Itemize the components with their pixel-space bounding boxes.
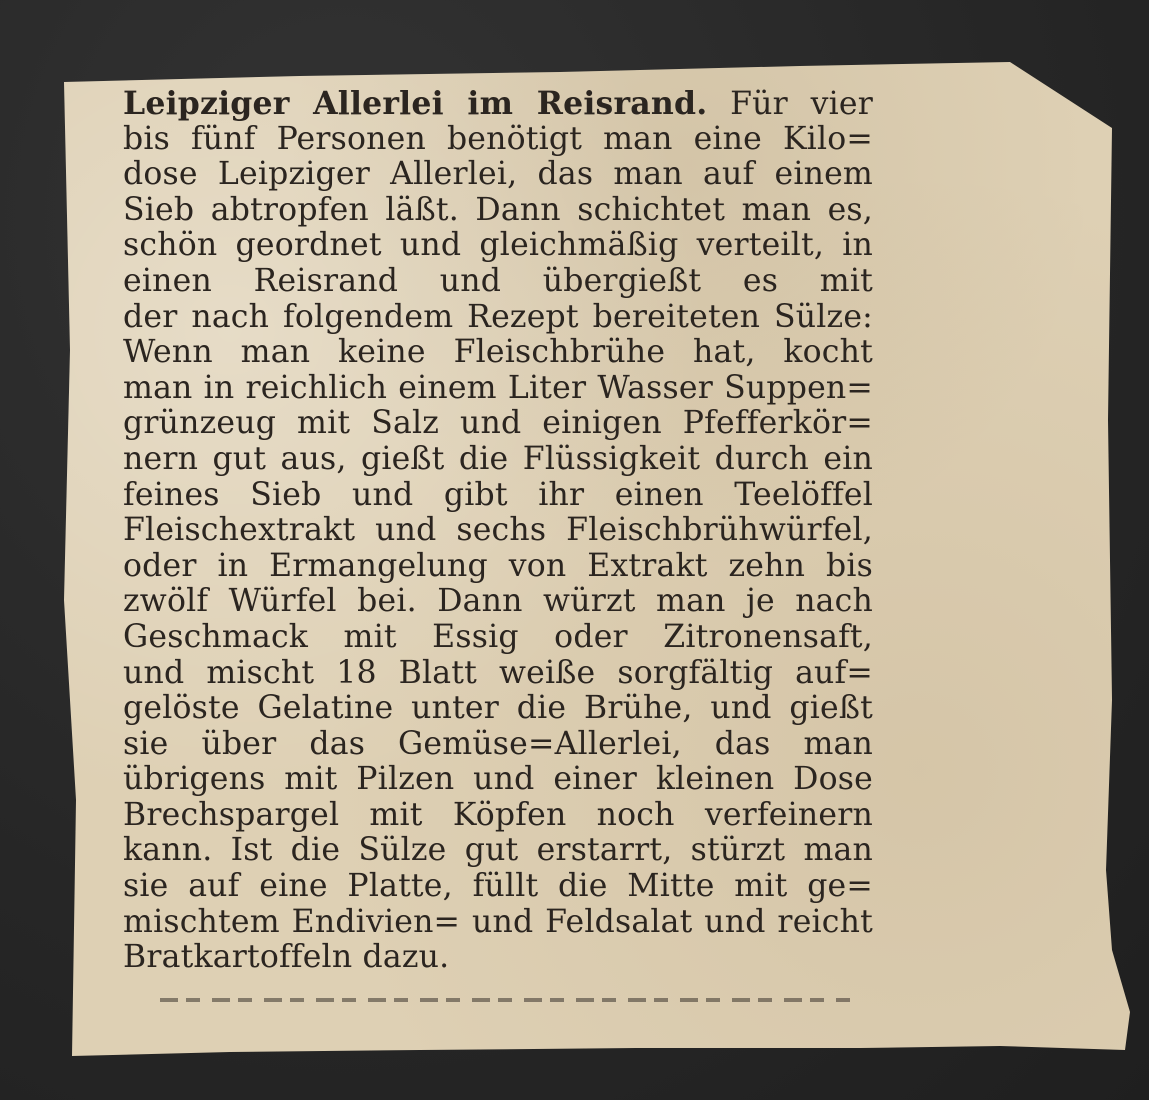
- article-line: man in reichlich einem Liter Wasser Suppen=: [123, 370, 873, 406]
- article-line: [123, 86, 873, 122]
- article-line: zwölf Würfel bei. Dann würzt man je nach: [123, 584, 873, 620]
- article-line: nern gut aus, gießt die Flüssigkeit durch ein: [123, 441, 873, 477]
- cut-off-text-fragment: [160, 998, 850, 1002]
- article-line: feines Sieb und gibt ihr einen Teelöffel: [123, 477, 873, 513]
- article-line: Fleischextrakt und sechs Fleischbrühwürfel,: [123, 513, 873, 549]
- article-headline: Leipziger Allerlei im Reisrand.: [123, 86, 708, 122]
- article-line: Brechspargel mit Köpfen noch verfeinern: [123, 797, 873, 833]
- article-line: einen Reisrand und übergießt es mit: [123, 263, 873, 299]
- article-line: dose Leipziger Allerlei, das man auf einem: [123, 157, 873, 193]
- article-line: Bratkartoffeln dazu.: [123, 940, 450, 976]
- article-line: mischtem Endivien= und Feldsalat und reicht: [123, 904, 873, 940]
- article-line: Geschmack mit Essig oder Zitronensaft,: [123, 619, 873, 655]
- article-line: gelöste Gelatine unter die Brühe, und gießt: [123, 691, 873, 727]
- article-line: und mischt 18 Blatt weiße sorgfältig auf=: [123, 655, 873, 691]
- article-line: der nach folgendem Rezept bereiteten Sülze:: [123, 299, 873, 335]
- cut-off-next-article-edge: [160, 994, 850, 1004]
- article-line: Wenn man keine Fleischbrühe hat, kocht: [123, 335, 873, 371]
- article-line: sie auf eine Platte, füllt die Mitte mit ge=: [123, 869, 873, 905]
- article-line: bis fünf Personen benötigt man eine Kilo=: [123, 121, 873, 157]
- article-line: grünzeug mit Salz und einigen Pfefferkör=: [123, 406, 873, 442]
- article-line: oder in Ermangelung von Extrakt zehn bis: [123, 548, 873, 584]
- article-line: schön geordnet und gleichmäßig verteilt, in: [123, 228, 873, 264]
- article-line: kann. Ist die Sülze gut erstarrt, stürzt man: [123, 833, 873, 869]
- article-line: sie über das Gemüse=Allerlei, das man: [123, 726, 873, 762]
- article-line: Sieb abtropfen läßt. Dann schichtet man es,: [123, 192, 873, 228]
- article-line-text: Für vier: [730, 86, 873, 122]
- article-body: [123, 86, 873, 976]
- article-line: übrigens mit Pilzen und einer kleinen Dose: [123, 762, 873, 798]
